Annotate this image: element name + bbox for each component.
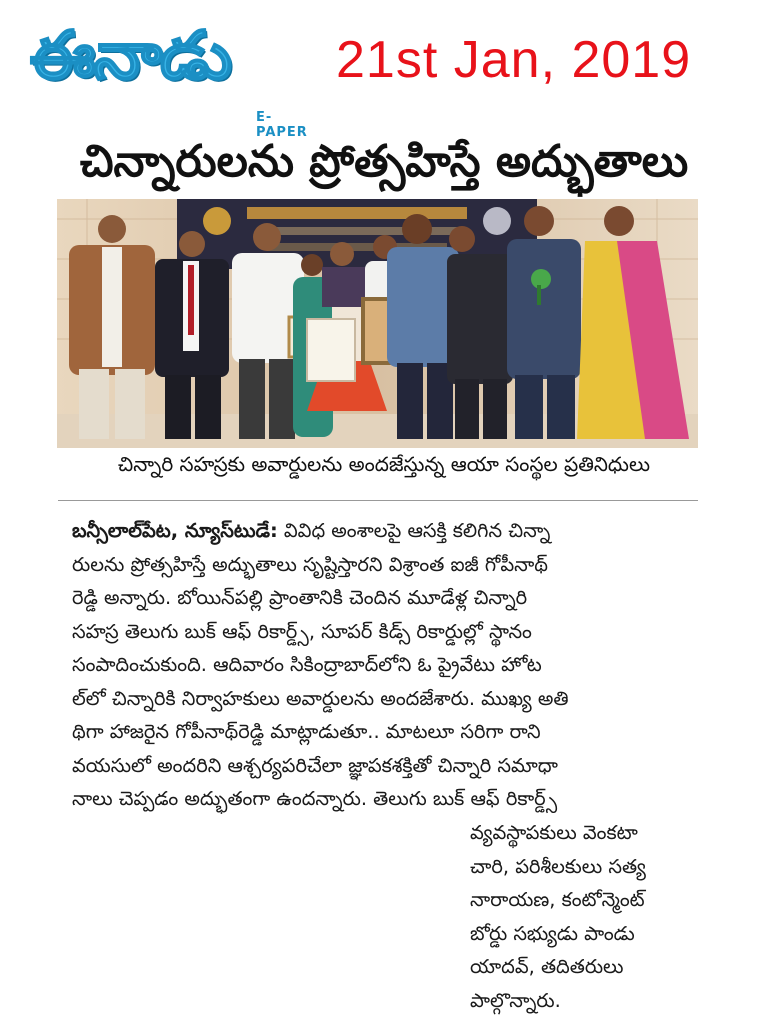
body-line: యాదవ్, తదితరులు (470, 955, 624, 978)
photo-caption: చిన్నారి సహస్రకు అవార్డులను అందజేస్తున్న ఆయా సంస్థల ప్రతినిధులు (117, 452, 651, 476)
dateline: బన్సీలాల్‌పేట, న్యూస్‌టుడే: (72, 519, 278, 542)
article-body-continued (470, 816, 700, 1017)
body-line: సంపాదించుకుంది. ఆదివారం సికింద్రాబాద్‌లోని ఓ ప్రైవేటు హోట (72, 653, 542, 676)
body-line: థిగా హాజరైన గోపీనాథ్‌రెడ్డి మాట్లాడుతూ.. మాటలూ సరిగా రాని (72, 720, 541, 743)
body-line: వయసులో అందరిని ఆశ్చర్యపరిచేలా జ్ఞాపకశక్తితో చిన్నారి సమాధా (72, 753, 558, 777)
eenadu-logo[interactable] (30, 14, 308, 140)
edition-date: 21st Jan, 2019 (336, 31, 692, 89)
body-line: సహస్ర తెలుగు బుక్ ఆఫ్ రికార్డ్స్, సూపర్ కిడ్స్ రికార్డుల్లో స్థానం (72, 619, 532, 643)
article-headline: చిన్నారులను ప్రోత్సహిస్తే అద్భుతాలు (79, 136, 689, 187)
body-line: వ్యవస్థాపకులు వెంకటా (470, 821, 638, 844)
body-line-text: వివిధ అంశాలపై ఆసక్తి కలిగిన చిన్నా (277, 519, 551, 542)
body-line: నాలు చెప్పడం అద్భుతంగా ఉందన్నారు. తెలుగు బుక్ ఆఫ్ రికార్డ్స్ (72, 787, 558, 810)
body-line: నారాయణ, కంటోన్మెంట్ (470, 888, 645, 911)
group-photo-illustration (57, 199, 698, 448)
body-line: రెడ్డి అన్నారు. బోయిన్‌పల్లి ప్రాంతానికి చెందిన మూడేళ్ల చిన్నారి (72, 586, 528, 609)
masthead (0, 0, 768, 140)
body-line: పాల్గొన్నారు. (470, 988, 561, 1012)
article-body (72, 514, 700, 816)
logo-wordmark: ఈనాడు (30, 17, 230, 94)
body-line: రులను ప్రోత్సహిస్తే అద్భుతాలు సృష్టిస్తారని విశ్రాంత ఐజీ గోపీనాథ్ (72, 552, 548, 576)
body-line (72, 514, 700, 548)
divider (58, 500, 698, 501)
logo-subtitle: E-PAPER (256, 110, 308, 140)
body-line: బోర్డు సభ్యుడు పాండు (470, 921, 635, 945)
body-line: ల్‌లో చిన్నారికి నిర్వాహకులు అవార్డులను అందజేశారు. ముఖ్య అతి (72, 686, 569, 710)
body-line: చారి, పరిశీలకులు సత్య (470, 854, 646, 878)
article-photo (57, 199, 698, 448)
